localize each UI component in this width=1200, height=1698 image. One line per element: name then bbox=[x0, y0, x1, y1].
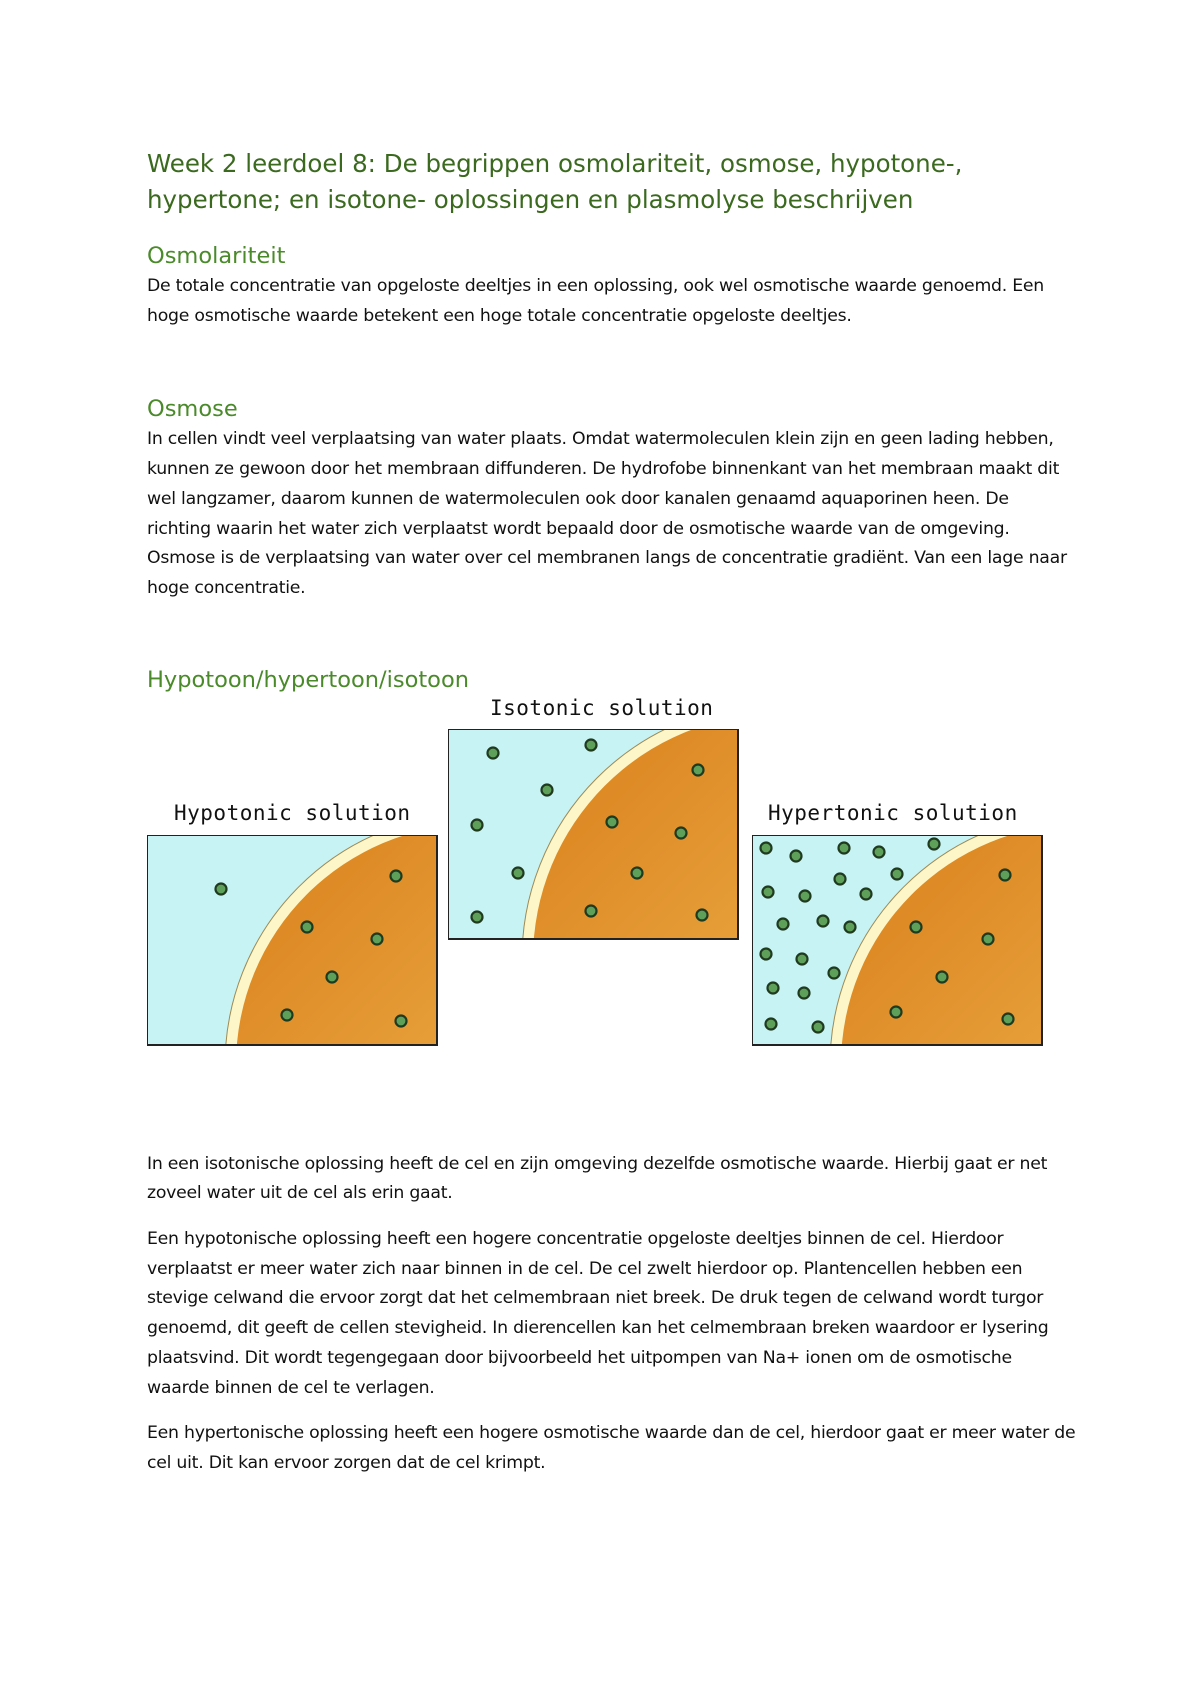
paragraph-isotonisch: In een isotonische oplossing heeft de cel en zijn omgeving dezelfde osmotische waarde. Hierbij gaat er net zoveel water uit de cel als erin gaat. bbox=[147, 1153, 1048, 1204]
isotonic-label: Isotonic solution bbox=[490, 695, 714, 720]
heading-osmose: Osmose bbox=[147, 396, 238, 423]
heading-osmolariteit: Osmolariteit bbox=[147, 243, 286, 269]
hypertonic-label: Hypertonic solution bbox=[768, 800, 1018, 825]
document-title: Week 2 leerdoel 8: De begrippen osmolariteit, osmose, hypotone-, hypertone; en isotone- oplossingen en plasmolyse beschrijven bbox=[147, 149, 963, 214]
paragraph-hypotonisch: Een hypotonische oplossing heeft een hogere concentratie opgeloste deeltjes binnen de cel. Hierdoor verplaatst er meer water zich naar binnen in de cel. De cel zwelt hierdoor op. Plantencellen hebben een stevige celwand die ervoor zorgt dat het celmembraan niet breek. De druk tegen de celwand wordt turgor genoemd, dit geeft de cellen stevigheid. In dierencellen kan het celmembraan breken waardoor er lysering plaatsvind. Dit wordt tegengegaan door bijvoorbeeld het uitpompen van Na+ ionen om de osmotische waarde binnen de cel te verlagen. bbox=[147, 1229, 1049, 1398]
paragraph-osmose: In cellen vindt veel verplaatsing van water plaats. Omdat watermoleculen klein zijn en geen lading hebben, kunnen ze gewoon door het membraan diffunderen. De hydrofobe binnenkant van het membraan maakt dit wel langzamer, daarom kunnen de watermoleculen ook door kanalen genaamd aquaporinen heen. De richting waarin het water zich verplaatst wordt bepaald door de osmotische waarde van de omgeving. Osmose is de verplaatsing van water over cel membranen langs de concentratie gradiënt. Van een lage naar hoge concentratie. bbox=[147, 429, 1067, 598]
paragraph-osmolariteit: De totale concentratie van opgeloste deeltjes in een oplossing, ook wel osmotische waarde genoemd. Een hoge osmotische waarde betekent een hoge totale concentratie opgeloste deeltjes. bbox=[147, 276, 1044, 326]
document-content bbox=[147, 146, 1077, 1479]
hypertonic-diagram bbox=[752, 835, 1044, 1047]
tonicity-figure bbox=[147, 696, 1077, 1096]
isotonic-panel bbox=[448, 729, 740, 945]
hypotonic-panel bbox=[147, 835, 439, 1051]
hypertonic-panel bbox=[752, 835, 1044, 1051]
paragraph-hypertonisch: Een hypertonische oplossing heeft een hogere osmotische waarde dan de cel, hierdoor gaat er meer water de cel uit. Dit kan ervoor zorgen dat de cel krimpt. bbox=[147, 1423, 1076, 1473]
heading-hypotoon-hypertoon-isotoon: Hypotoon/hypertoon/isotoon bbox=[147, 666, 469, 693]
isotonic-diagram bbox=[448, 729, 740, 941]
hypotonic-label: Hypotonic solution bbox=[174, 800, 411, 825]
hypotonic-diagram bbox=[147, 835, 439, 1047]
